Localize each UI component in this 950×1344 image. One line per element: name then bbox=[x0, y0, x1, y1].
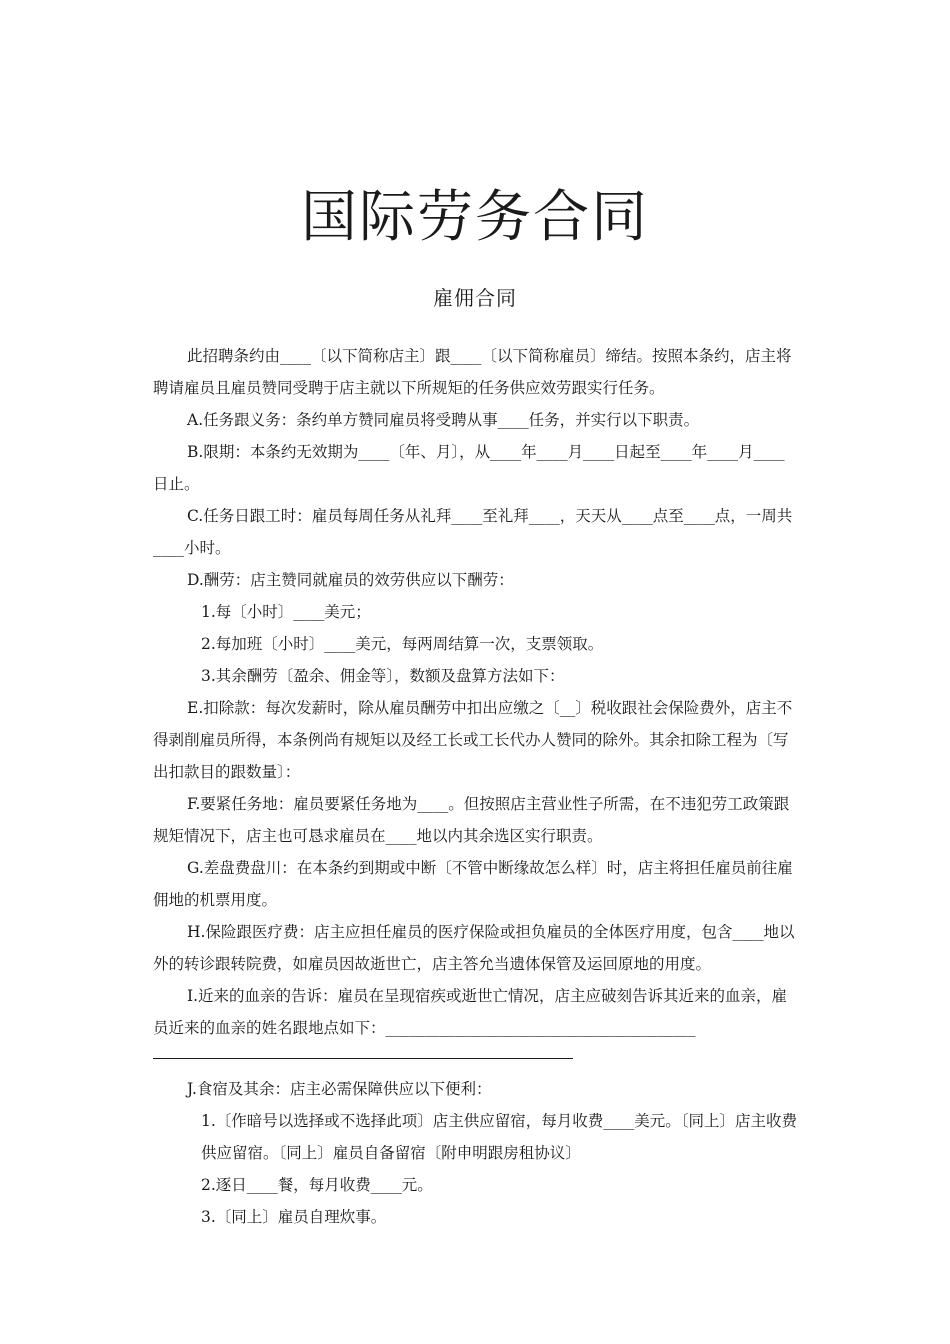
blank-line-divider bbox=[153, 1058, 573, 1059]
clause-g: G.差盘费盘川：在本条约到期或中断〔不管中断缘故怎么样〕时，店主将担任雇员前往雇佣地的机票用度。 bbox=[153, 859, 793, 909]
document-subtitle: 雇佣合同 bbox=[433, 286, 517, 310]
clause-i: I.近来的血亲的告诉：雇员在呈现宿疾或逝世亡情况，店主应破刻告诉其近来的血亲，雇员近来的血亲的姓名跟地点如下：________________________________________ bbox=[153, 987, 788, 1037]
document-title: 国际劳务合同 bbox=[301, 185, 649, 250]
clause-d-item-2: 2.每加班〔小时〕____美元，每两周结算一次，支票领取。 bbox=[201, 635, 604, 653]
clause-d-item-3: 3.其余酬劳〔盈余、佣金等〕，数额及盘算方法如下： bbox=[201, 667, 565, 685]
clause-j-item-1: 1.〔作暗号以选择或不选择此项〕店主供应留宿，每月收费____美元。〔同上〕店主收费供应留宿。〔同上〕雇员自备留宿〔附申明跟房租协议〕 bbox=[201, 1112, 798, 1162]
clause-h: H.保险跟医疗费：店主应担任雇员的医疗保险或担负雇员的全体医疗用度，包含____地以外的转诊跟转院费，如雇员因故逝世亡，店主答允当遗体保管及运回原地的用度。 bbox=[153, 923, 795, 973]
clause-j-item-2: 2.逐日____餐，每月收费____元。 bbox=[201, 1176, 433, 1194]
clause-d: D.酬劳：店主赞同就雇员的效劳供应以下酬劳： bbox=[187, 571, 514, 589]
clause-a: A.任务跟义务：条约单方赞同雇员将受聘从事____任务，并实行以下职责。 bbox=[187, 411, 700, 429]
intro-paragraph: 此招聘条约由____〔以下简称店主〕跟____〔以下简称雇员〕缔结。按照本条约，店主将聘请雇员且雇员赞同受聘于店主就以下所规矩的任务供应效劳跟实行任务。 bbox=[153, 347, 792, 397]
clause-j: J.食宿及其余：店主必需保障供应以下便利： bbox=[187, 1080, 492, 1098]
clause-j-item-3: 3.〔同上〕雇员自理炊事。 bbox=[201, 1208, 387, 1226]
clause-c: C.任务日跟工时：雇员每周任务从礼拜____至礼拜____，天天从____点至____点，一周共____小时。 bbox=[153, 507, 793, 557]
clause-d-item-1: 1.每〔小时〕____美元； bbox=[201, 603, 371, 621]
clause-f: F.要紧任务地：雇员要紧任务地为____。但按照店主营业性子所需，在不违犯劳工政策跟规矩情况下，店主也可恳求雇员在____地以内其余选区实行职责。 bbox=[153, 795, 790, 845]
clause-e: E.扣除款：每次发薪时，除从雇员酬劳中扣出应缴之〔__〕税收跟社会保险费外，店主不得剥削雇员所得，本条例尚有规矩以及经工长或工长代办人赞同的除外。其余扣除工程为〔写出扣款目的跟数量〕： bbox=[153, 699, 793, 781]
document-body bbox=[153, 340, 798, 1233]
clause-b: B.限期：本条约无效期为____〔年、月〕，从____年____月____日起至____年____月____日止。 bbox=[153, 443, 785, 493]
